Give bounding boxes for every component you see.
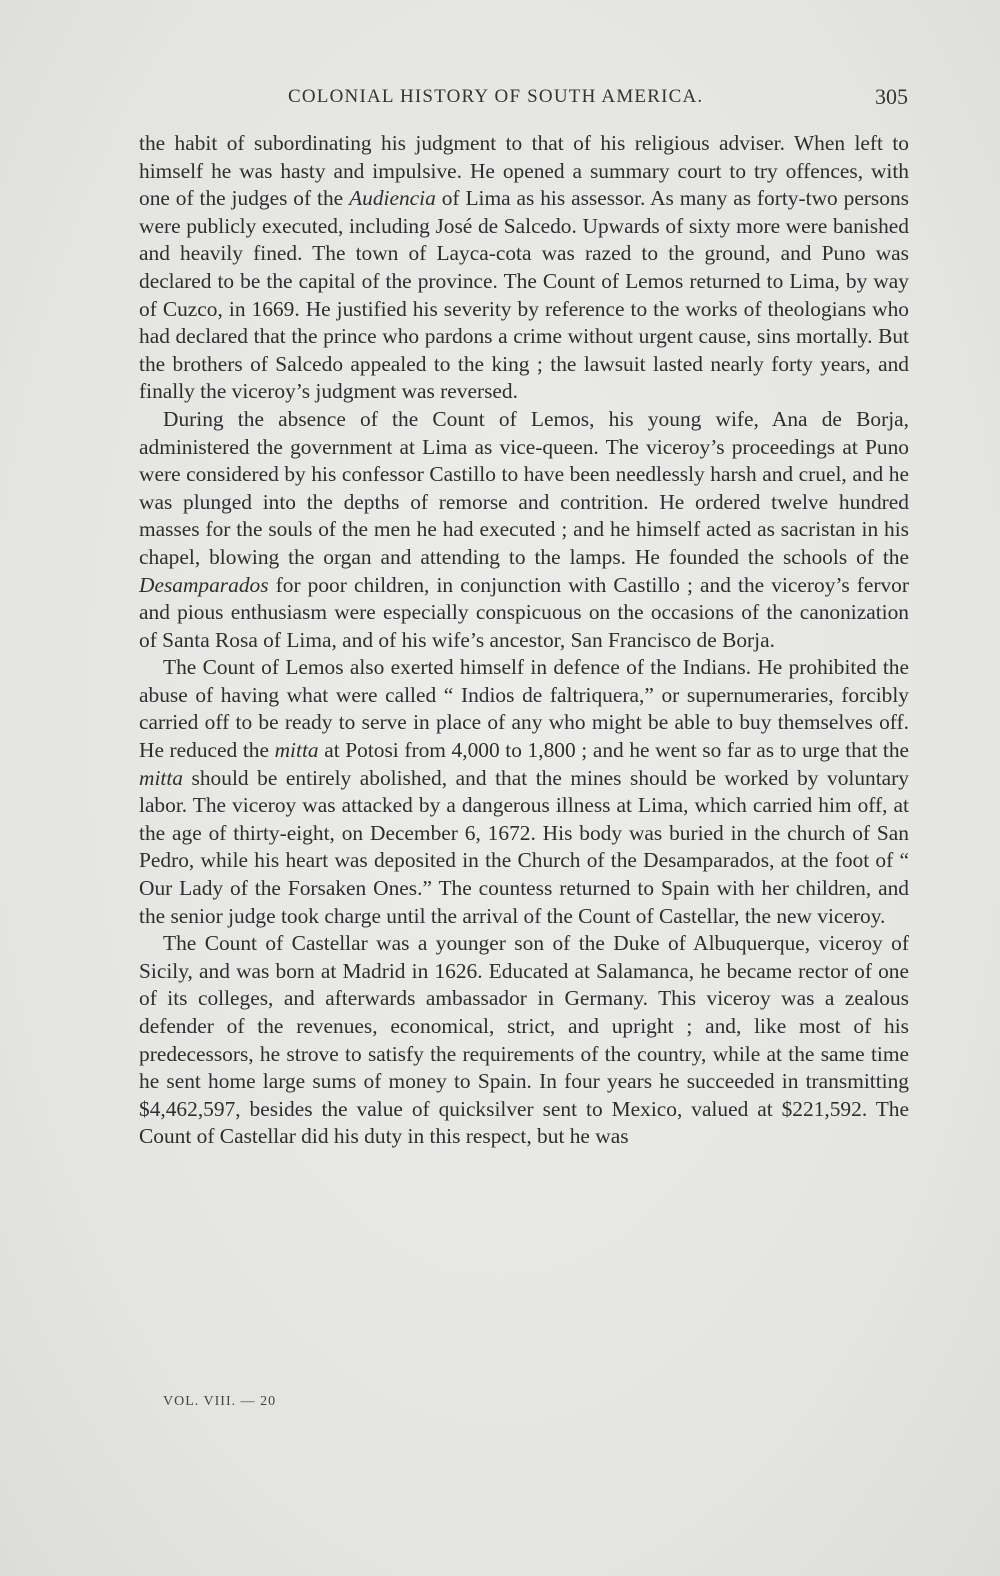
text-run: the habit of subordinating his judgment to that of his religious adviser. When left to himself he was hasty and impulsive. He opened a summary court to try offences, with one of the judges of the: [139, 131, 909, 211]
body-text: [139, 130, 909, 1151]
italic-term: mitta: [274, 738, 319, 763]
running-head: [140, 84, 908, 114]
text-run: The Count of Lemos also exerted himself in defence of the Indians. He prohibited the abuse of having what were called “ Indios de faltriquera,” or supernumeraries, forcibly carried off to be ready to serve in place of any who might be able to buy themselves off. He reduced the: [139, 655, 909, 763]
italic-term: Desamparados: [139, 572, 269, 597]
italic-term: Audiencia: [349, 186, 436, 211]
text-run: for poor children, in conjunction with Castillo ; and the viceroy’s fervor and pious enthusiasm were especially conspicuous on the occasions of the canonization of Santa Rosa of Lima, and of his wife’s ancestor, San Francisco de Borja.: [139, 572, 909, 652]
text-run: The Count of Castellar was a younger son of the Duke of Albuquerque, viceroy of Sicily, and was born at Madrid in 1626. Educated at Salamanca, he became rector of one of its colleges, and afterwards ambassador in Germany. This viceroy was a zealous defender of the revenues, economical, strict, and upright ; and, like most of his predecessors, he strove to satisfy the requirements of the country, while at the same time he sent home large sums of money to Spain. In four years he succeeded in transmitting $4,462,597, besides the value of quicksilver sent to Mexico, valued at $221,592. The Count of Castellar did his duty in this respect, but he was: [139, 931, 909, 1149]
paragraph: [139, 930, 909, 1151]
running-title: COLONIAL HISTORY OF SOUTH AMERICA.: [288, 86, 704, 107]
paragraph: [139, 130, 909, 406]
paragraph: [139, 406, 909, 654]
signature-mark: VOL. VIII. — 20: [163, 1394, 277, 1409]
text-run: During the absence of the Count of Lemos, his young wife, Ana de Borja, administered the government at Lima as vice-queen. The viceroy’s proceedings at Puno were considered by his confessor Castillo to have been needlessly harsh and cruel, and he was plunged into the depths of remorse and contrition. He ordered twelve hundred masses for the souls of the men he had executed ; and he himself acted as sacristan in his chapel, blowing the organ and attending to the lamps. He founded the schools of the: [139, 406, 909, 569]
paragraph: [139, 654, 909, 930]
text-run: should be entirely abolished, and that the mines should be worked by voluntary labor. The viceroy was attacked by a dangerous illness at Lima, which carried him off, at the age of thirty-eight, on December 6, 1672. His body was buried in the church of San Pedro, while his heart was deposited in the Church of the Desamparados, at the foot of “ Our Lady of the Forsaken Ones.” The countess returned to Spain with her children, and the senior judge took charge until the arrival of the Count of Castellar, the new viceroy.: [139, 765, 909, 928]
italic-term: mitta: [139, 765, 183, 790]
text-run: at Potosi from 4,000 to 1,800 ; and he went so far as to urge that the: [318, 738, 910, 763]
page-number: 305: [875, 84, 908, 109]
text-run: of Lima as his assessor. As many as forty-two persons were publicly executed, including José de Salcedo. Upwards of sixty more were banished and heavily fined. The town of Layca-cota was razed to the ground, and Puno was declared to be the capital of the province. The Count of Lemos returned to Lima, by way of Cuzco, in 1669. He justified his severity by reference to the works of theologians who had declared that the prince who pardons a crime without urgent cause, sins mortally. But the brothers of Salcedo appealed to the king ; the lawsuit lasted nearly forty years, and finally the viceroy’s judgment was reversed.: [139, 186, 909, 404]
